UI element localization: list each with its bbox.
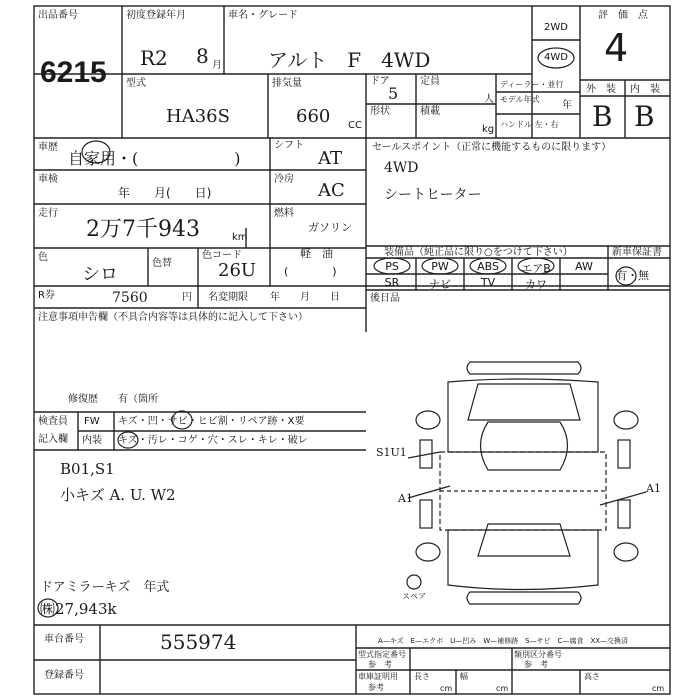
fuel-label: 燃料 [274, 208, 294, 219]
height-cm: cm [652, 684, 665, 693]
recycle-value: 7560 [112, 290, 148, 306]
cc-unit: CC [348, 120, 362, 131]
inspection-value: 年 月( 日) [118, 186, 212, 200]
tag2-label: 類別区分番号 [514, 650, 562, 659]
interior-text: キズ・汚レ・コゲ・穴・スレ・キレ・破レ [118, 435, 308, 446]
displacement-value: 660 [296, 106, 331, 127]
km-unit: km [232, 232, 248, 243]
equip-tv: TV [480, 276, 496, 289]
first-reg-label: 初度登録年月 [126, 10, 186, 21]
interior-label: 内 装 [630, 84, 660, 95]
equip-pw: PW [431, 260, 449, 273]
width-cm: cm [496, 684, 509, 693]
dealer-label: ディーラー・並行 [500, 80, 564, 89]
cert-label: 車庫証明用 [358, 672, 398, 681]
recycle-label: R券 [38, 290, 55, 301]
mileage-label: 走行 [38, 208, 58, 219]
lot-number: 6215 [40, 56, 107, 89]
ac-label: 冷房 [274, 174, 294, 185]
drive-2wd: 2WD [544, 22, 568, 33]
name-change-value: 年 月 日 [270, 292, 340, 303]
equip-abs: ABS [477, 260, 499, 273]
equip-ps: PS [385, 260, 399, 273]
notes-interior-label: 内装 [82, 435, 102, 446]
name-value: アルト F 4WD [268, 48, 431, 72]
reg-label: 登録番号 [44, 670, 84, 681]
score-value: 4 [604, 26, 629, 70]
warranty-value: 有・無 [616, 269, 649, 282]
inspection-label: 車検 [38, 174, 58, 185]
inspector-label: 検査員 [38, 416, 68, 427]
color-code-value: 26U [218, 260, 257, 281]
model-year-label: モデル年式 [500, 95, 540, 104]
fuel-paren: ( ) [284, 265, 337, 278]
exterior-label: 外 装 [586, 84, 616, 95]
person-unit: 人 [484, 94, 494, 105]
score-label: 評 価 点 [598, 10, 648, 21]
length-cm: cm [440, 684, 453, 693]
history-value: 自家用・( ) [68, 149, 241, 168]
tag1-label: 型式指定番号 [358, 650, 406, 659]
doors-label: ドア [370, 76, 390, 87]
drive-4wd: 4WD [544, 52, 568, 63]
handle-label: ハンドル 左・右 [500, 120, 559, 129]
fw-text: キズ・凹・サビ・ヒビ割・リペア跡・X要 [118, 416, 305, 427]
exterior-grade: B [592, 100, 613, 133]
chassis-label: 車台番号 [44, 634, 84, 645]
tag2-sub: 参 考 [524, 660, 548, 669]
spare-label: スペア [402, 592, 426, 601]
notes-label: 注意事項申告欄（不具合内容等は具体的に記入して下さい） [38, 312, 308, 323]
fuel-light-oil: 軽 油 [300, 247, 333, 260]
height-label: 高さ [584, 672, 600, 681]
interior-grade: B [634, 100, 655, 133]
car-diagram [407, 362, 646, 604]
record-label: 記入欄 [38, 434, 68, 445]
sales-point-line2: シートヒーター [384, 187, 482, 203]
equipment-label: 装備品（純正品に限り○をつけて下さい） [384, 247, 573, 258]
mileage-value: 2万7千943 [86, 217, 200, 242]
lot-label: 出品番号 [38, 10, 78, 21]
back-seat-label: 後日品 [370, 293, 400, 304]
tag1-sub: 参 考 [368, 660, 392, 669]
sales-point-line1: 4WD [384, 160, 419, 176]
warranty-label: 新車保証書 [612, 247, 662, 258]
first-reg-year: R2 [140, 46, 168, 70]
history-label: 車歴 [38, 142, 58, 153]
shape-label: 形状 [370, 106, 390, 117]
model-label: 型式 [126, 78, 146, 89]
shift-label: シフト [274, 140, 304, 151]
shift-value: AT [318, 148, 343, 169]
color-value: シロ [82, 264, 118, 285]
ac-value: AC [318, 180, 345, 201]
hand-note-2: 小キズ A. U. W2 [60, 486, 176, 504]
hand-note-1: B01,S1 [60, 460, 115, 478]
hand-note-4: ㈱27,943k [40, 600, 117, 618]
color-change-label: 色替 [152, 258, 172, 269]
sales-point-label: セールスポイント（正常に機能するものに限ります） [372, 142, 612, 153]
kg-unit: kg [482, 124, 495, 135]
yen-unit: 円 [182, 292, 192, 303]
color-label: 色 [38, 252, 48, 263]
damage-a1-right: A1 [646, 482, 661, 495]
doors-value: 5 [388, 84, 399, 103]
equip-aw: AW [575, 260, 593, 273]
damage-legend: A—キズ E—エクボ U—凹み W—補修跡 S—サビ C—腐食 XX—交換済 [378, 637, 629, 645]
equip-navi: ナビ [429, 278, 451, 291]
month-unit: 月 [212, 60, 222, 71]
chassis-value: 555974 [160, 630, 237, 654]
repair-history: 修復歴 有（箇所 [68, 394, 158, 405]
year-unit: 年 [562, 100, 572, 111]
first-reg-month: 8 [196, 44, 209, 68]
cert-sub: 参考 [368, 683, 384, 692]
hand-note-3: ドアミラーキズ 年式 [40, 580, 170, 595]
width-label: 幅 [460, 672, 468, 681]
length-label: 長さ [414, 672, 430, 681]
equip-leather: カワ [525, 278, 547, 291]
name-change-label: 名変期限 [208, 292, 248, 303]
displacement-label: 排気量 [272, 78, 302, 89]
equip-airbag: エアB [521, 262, 551, 275]
fuel-value: ガソリン [308, 221, 352, 234]
capacity-label: 定員 [420, 76, 440, 87]
color-code-label: 色コード [202, 250, 242, 261]
name-label: 車名・グレード [228, 10, 298, 21]
fw-label: FW [84, 416, 100, 427]
equip-sr: SR [384, 276, 400, 289]
damage-a1-left: A1 [398, 492, 413, 505]
load-label: 積載 [420, 106, 440, 117]
damage-s1u1: S1U1 [376, 446, 407, 459]
model-value: HA36S [166, 106, 230, 127]
